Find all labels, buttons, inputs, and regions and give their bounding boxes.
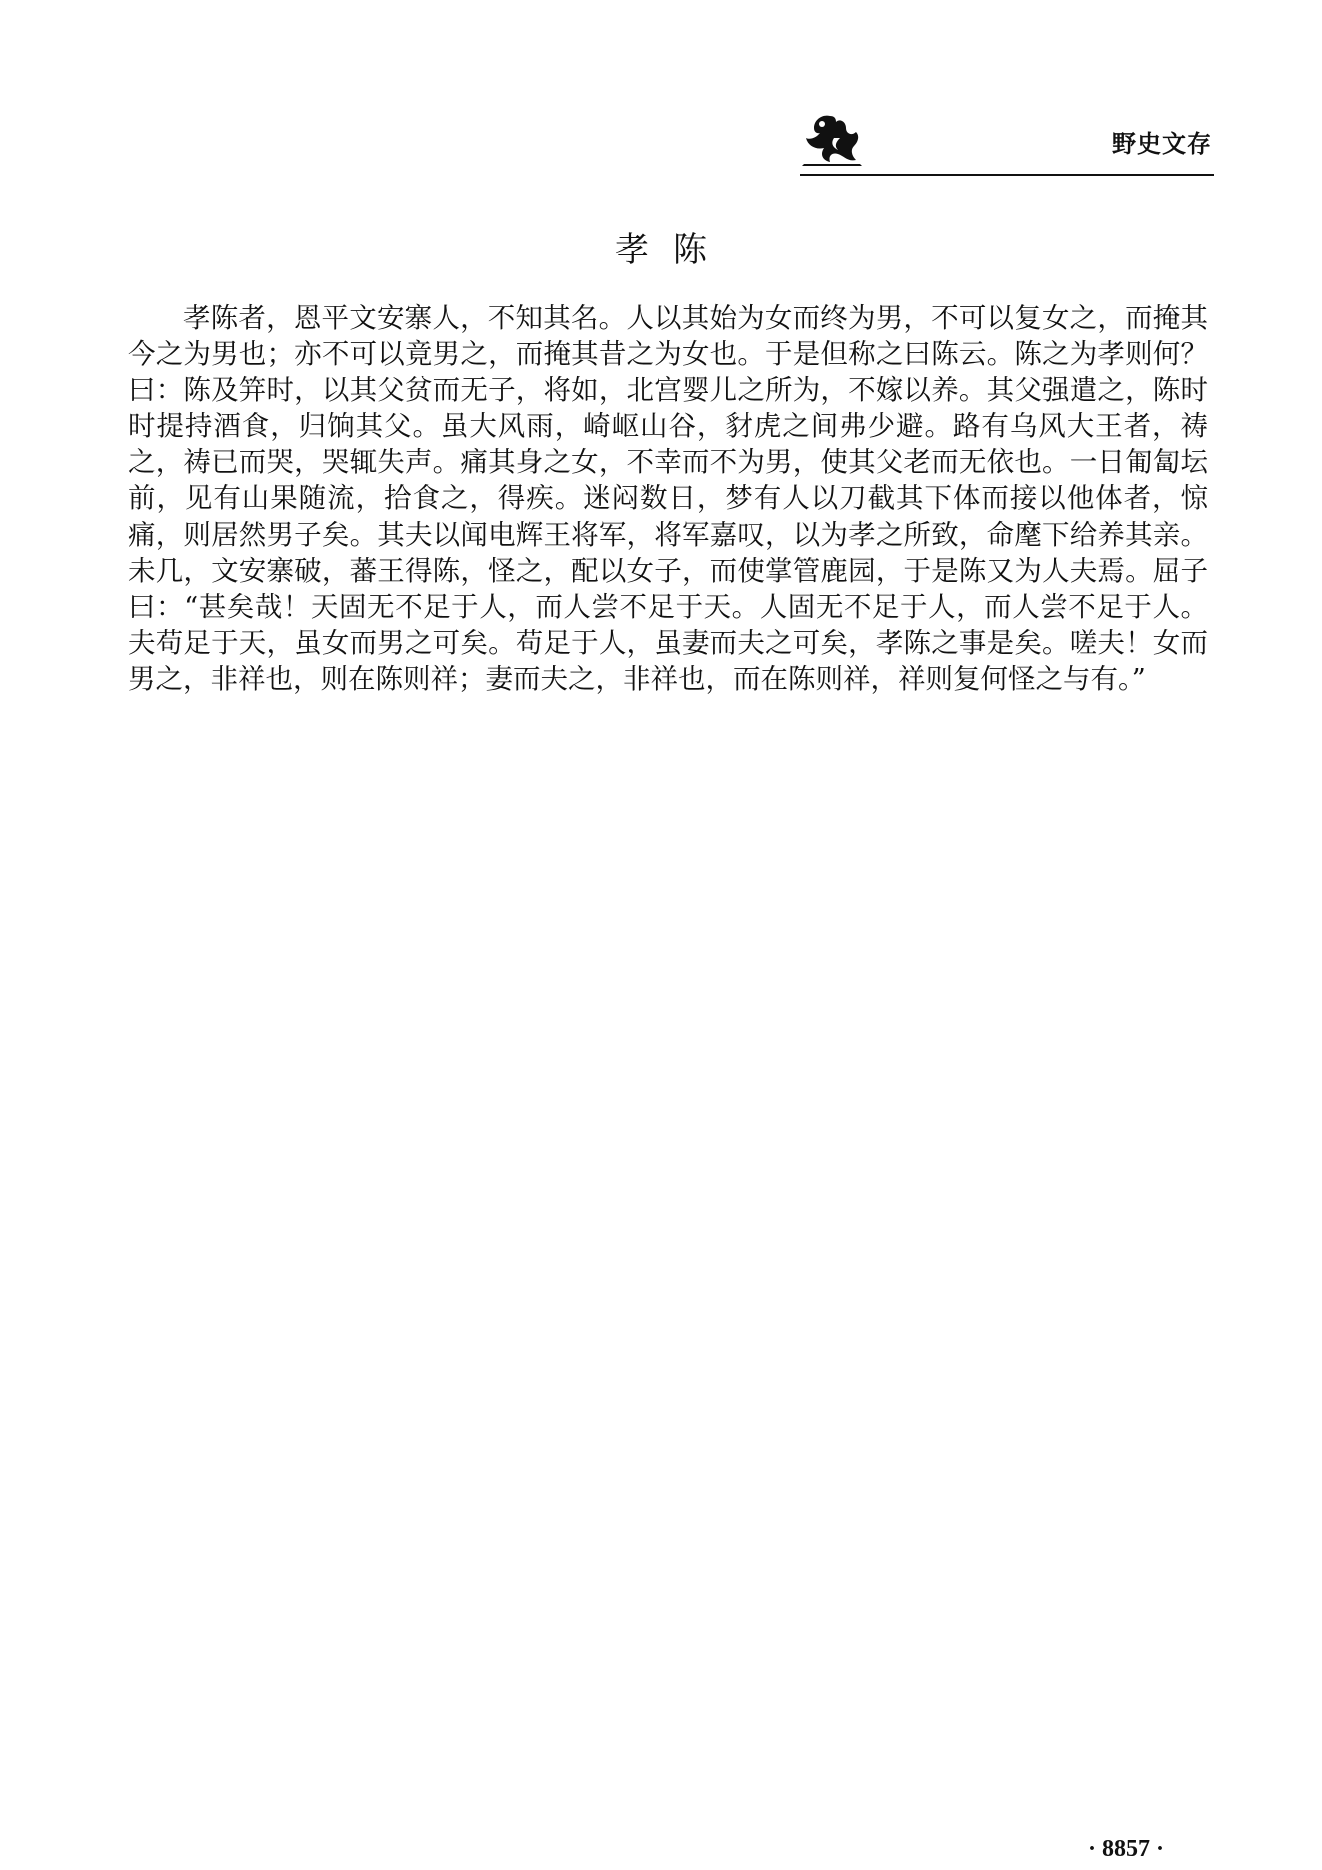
running-header xyxy=(800,110,1214,176)
article-body: 孝陈者，恩平文安寨人，不知其名。人以其始为女而终为男，不可以复女之，而掩其今之为男也；亦不可以竟男之，而掩其昔之为女也。于是但称之曰陈云。陈之为孝则何？曰：陈及笄时，以其父贫而无子，将如，北宫婴儿之所为，不嫁以养。其父强遣之，陈时时提持酒食，归饷其父。虽大风雨，崎岖山谷，豺虎之间弗少避。路有乌风大王者，祷之，祷已而哭，哭辄失声。痛其身之女，不幸而不为男，使其父老而无依也。一日匍匐坛前，见有山果随流，拾食之，得疾。迷闷数日，梦有人以刀截其下体而接以他体者，惊痛，则居然男子矣。其夫以闻电辉王将军，将军嘉叹，以为孝之所致，命麾下给养其亲。未几，文安寨破，蕃王得陈，怪之，配以女子，而使掌管鹿园，于是陈又为人夫焉。屈子曰：“甚矣哉！天固无不足于人，而人尝不足于天。人固无不足于人，而人尝不足于人。夫苟足于天，虽女而男之可矣。苟足于人，虽妻而夫之可矣，孝陈之事是矣。嗟夫！女而男之，非祥也，则在陈则祥；妻而夫之，非祥也，而在陈则祥，祥则复何怪之与有。” xyxy=(128,302,1208,695)
article-title: 孝陈 xyxy=(615,230,731,270)
series-title: 野史文存 xyxy=(1112,130,1212,158)
page-number: · 8857 · xyxy=(1087,1836,1164,1862)
dragon-emblem-icon xyxy=(800,110,864,168)
